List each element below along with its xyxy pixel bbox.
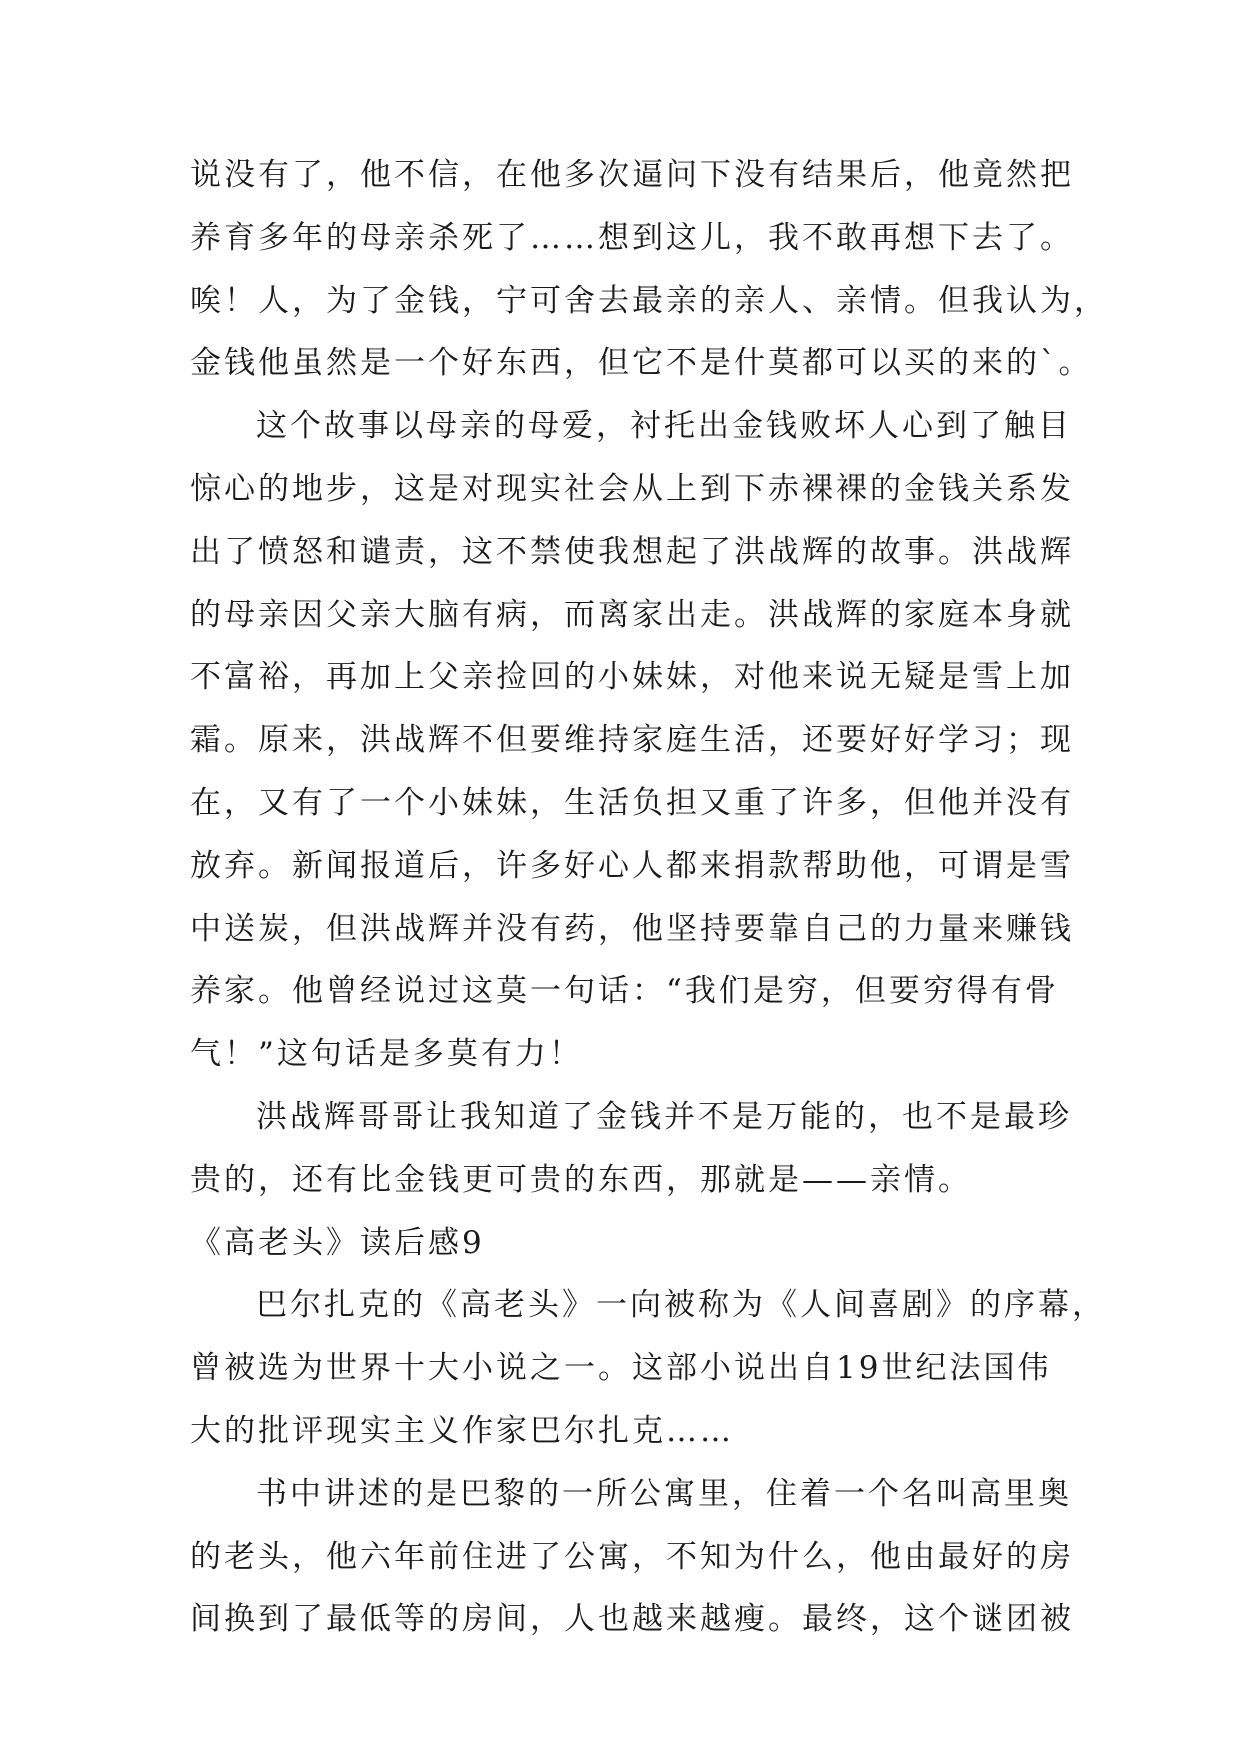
text-line: 间换到了最低等的房间，人也越来越瘦。最终，这个谜团被 [190,1601,1074,1637]
text-line: 的老头，他六年前住进了公寓，不知为什么，他由最好的房 [190,1539,1074,1575]
paragraph-start-line: 洪战辉哥哥让我知道了金钱并不是万能的，也不是最珍 [256,1099,1072,1135]
text-line: 不富裕，再加上父亲捡回的小妹妹，对他来说无疑是雪上加 [190,659,1074,695]
text-line: 的母亲因父亲大脑有病，而离家出走。洪战辉的家庭本身就 [190,597,1074,633]
text-line: 大的批评现实主义作家巴尔扎克…… [190,1413,734,1449]
text-line: 养育多年的母亲杀死了……想到这儿，我不敢再想下去了。 [190,220,1074,256]
text-line: 曾被选为世界十大小说之一。这部小说出自19世纪法国伟 [190,1350,1052,1386]
text-line: 气！”这句话是多莫有力！ [190,1036,583,1072]
section-heading: 《高老头》读后感9 [190,1225,485,1261]
text-line: 养家。他曾经说过这莫一句话：“我们是穷，但要穷得有骨 [190,973,1059,1009]
text-line: 放弃。新闻报道后，许多好心人都来捐款帮助他，可谓是雪 [190,848,1074,884]
text-line: 贵的，还有比金钱更可贵的东西，那就是——亲情。 [190,1162,972,1198]
paragraph-start-line: 巴尔扎克的《高老头》一向被称为《人间喜剧》的序幕， [256,1287,1106,1323]
text-line: 金钱他虽然是一个好东西，但它不是什莫都可以买的来的`。 [190,345,1093,381]
paragraph-start-line: 书中讲述的是巴黎的一所公寓里，住着一个名叫高里奥 [256,1476,1072,1512]
text-line: 中送炭，但洪战辉并没有药，他坚持要靠自己的力量来赚钱 [190,911,1074,947]
paragraph-start-line: 这个故事以母亲的母爱，衬托出金钱败坏人心到了触目 [256,408,1072,444]
text-line: 出了愤怒和谴责，这不禁使我想起了洪战辉的故事。洪战辉 [190,534,1074,570]
text-line: 在，又有了一个小妹妹，生活负担又重了许多，但他并没有 [190,785,1074,821]
text-line: 惊心的地步，这是对现实社会从上到下赤裸裸的金钱关系发 [190,471,1074,507]
text-line: 说没有了，他不信，在他多次逼问下没有结果后，他竟然把 [190,157,1074,193]
text-line: 唉！人，为了金钱，宁可舍去最亲的亲人、亲情。但我认为， [190,283,1108,319]
text-line: 霜。原来，洪战辉不但要维持家庭生活，还要好好学习；现 [190,722,1074,758]
